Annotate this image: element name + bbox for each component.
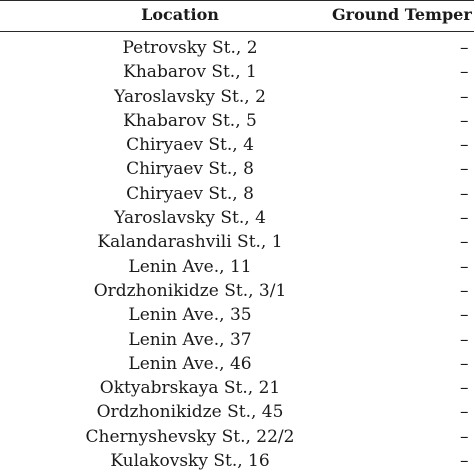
cell-location: Chiryaev St., 4 [126, 135, 254, 156]
table-row [0, 85, 474, 109]
table-body [0, 36, 474, 473]
cell-ground-temperature: – [460, 451, 469, 472]
cell-location: Lenin Ave., 46 [128, 353, 252, 374]
column-header-location: Location [141, 5, 219, 24]
cell-ground-temperature: – [460, 256, 469, 277]
column-header-ground-temperature: Ground Temper [332, 5, 472, 24]
cell-location: Ordzhonikidze St., 45 [96, 402, 284, 423]
table-row [0, 230, 474, 254]
cell-ground-temperature: – [460, 135, 469, 156]
cell-ground-temperature: – [460, 38, 469, 58]
table-row [0, 449, 474, 473]
table-row [0, 400, 474, 424]
table-row [0, 279, 474, 303]
cell-location: Yaroslavsky St., 2 [114, 86, 266, 107]
cell-location: Chiryaev St., 8 [126, 183, 254, 204]
cell-ground-temperature: – [460, 378, 469, 399]
table-row [0, 206, 474, 230]
cell-location: Kalandarashvili St., 1 [97, 232, 283, 253]
table-row [0, 303, 474, 327]
cell-location: Khabarov St., 5 [123, 110, 257, 131]
cell-ground-temperature: – [460, 232, 469, 253]
cell-location: Khabarov St., 1 [123, 62, 257, 83]
table-row [0, 182, 474, 206]
table-row [0, 425, 474, 449]
cell-ground-temperature: – [460, 305, 469, 326]
cell-ground-temperature: – [460, 159, 469, 180]
cell-location: Lenin Ave., 35 [128, 305, 252, 326]
cell-location: Lenin Ave., 11 [128, 256, 252, 277]
table-row [0, 60, 474, 84]
cell-location: Oktyabrskaya St., 21 [99, 378, 281, 399]
cell-ground-temperature: – [460, 208, 469, 229]
cell-location: Lenin Ave., 37 [128, 329, 252, 350]
cell-location: Chernyshevsky St., 22/2 [85, 426, 295, 447]
cell-ground-temperature: – [460, 353, 469, 374]
table-row [0, 255, 474, 279]
cell-ground-temperature: – [460, 86, 469, 107]
table-row [0, 157, 474, 181]
table-row [0, 109, 474, 133]
table-row [0, 36, 474, 60]
cell-location: Yaroslavsky St., 4 [114, 208, 266, 229]
table-row [0, 133, 474, 157]
cell-ground-temperature: – [460, 183, 469, 204]
cell-location: Ordzhonikidze St., 3/1 [93, 280, 287, 301]
cell-ground-temperature: – [460, 110, 469, 131]
table-top-rule [0, 0, 474, 1]
cell-ground-temperature: – [460, 426, 469, 447]
table-row [0, 328, 474, 352]
cell-ground-temperature: – [460, 329, 469, 350]
cell-ground-temperature: – [460, 280, 469, 301]
header-rule [0, 31, 474, 32]
cell-ground-temperature: – [460, 402, 469, 423]
table-row [0, 376, 474, 400]
cell-ground-temperature: – [460, 62, 469, 83]
cell-location: Kulakovsky St., 16 [110, 451, 270, 472]
table-row [0, 352, 474, 376]
cell-location: Chiryaev St., 8 [126, 159, 254, 180]
cell-location: Petrovsky St., 2 [122, 38, 258, 58]
